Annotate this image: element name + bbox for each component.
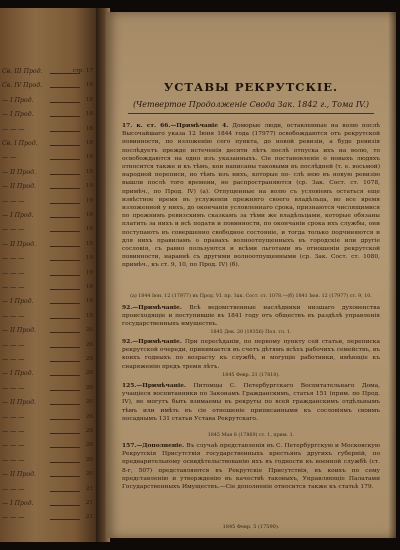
left-page bbox=[0, 8, 100, 542]
index-row-label: — — — bbox=[2, 197, 25, 205]
index-row-leader bbox=[50, 375, 80, 376]
book-spread bbox=[0, 8, 400, 542]
index-row-page-number: 21 bbox=[85, 485, 93, 492]
index-row bbox=[0, 255, 96, 265]
index-row-leader bbox=[50, 433, 80, 434]
index-row bbox=[0, 428, 96, 438]
index-row-page-number: 20 bbox=[85, 370, 93, 377]
index-row-label: — I Прод. bbox=[2, 212, 34, 219]
index-row-page-number: 19 bbox=[85, 197, 93, 204]
index-row-leader bbox=[50, 260, 80, 261]
index-row-leader bbox=[50, 217, 80, 218]
index-row bbox=[0, 154, 96, 164]
index-row-page-number: 19 bbox=[85, 183, 93, 190]
index-row bbox=[0, 241, 96, 251]
index-row bbox=[0, 212, 96, 222]
index-row-page-number: 19 bbox=[85, 269, 93, 276]
index-row bbox=[0, 500, 96, 510]
paragraph-lead: 92.—Примѣчаніе. bbox=[122, 338, 182, 345]
index-row-label: — II Прод. bbox=[2, 471, 36, 479]
index-row-page-number: 20 bbox=[85, 384, 93, 391]
index-row-label: — II Прод. bbox=[2, 327, 36, 335]
index-row-page-number: 18 bbox=[85, 82, 93, 89]
index-row-label: — — — bbox=[2, 125, 25, 133]
paragraph-92a bbox=[122, 304, 380, 329]
index-row-page-number: 18 bbox=[85, 96, 93, 103]
index-row bbox=[0, 486, 96, 496]
index-row bbox=[0, 198, 96, 208]
page-edge-shadow bbox=[388, 12, 396, 538]
footnote: (а) 1844 Іюн. 12 (17977) въ Прод. VI. пр. Зак. Сост. ст. 1078.—(б) 1841 Іюн. 12 (17977) ст. 9, 10. bbox=[130, 294, 372, 299]
index-row-label: — — — bbox=[2, 356, 25, 363]
index-row-page-number: стр. 17 bbox=[72, 68, 93, 74]
index-row-page-number: 19 bbox=[85, 212, 93, 218]
index-row bbox=[0, 226, 96, 236]
index-row bbox=[0, 270, 96, 280]
index-row-label: — I Прод. bbox=[2, 111, 34, 119]
index-row-page-number: 20 bbox=[85, 428, 93, 434]
index-row-leader bbox=[50, 131, 80, 132]
index-row-leader bbox=[50, 505, 80, 506]
index-row-page-number: 19 bbox=[85, 226, 93, 233]
index-row-label: — — — bbox=[2, 226, 25, 234]
index-row-label: — II Прод. bbox=[2, 168, 36, 176]
index-row-label: — II Прод. bbox=[2, 399, 36, 407]
paragraph-157 bbox=[122, 442, 380, 491]
index-row-leader bbox=[50, 289, 80, 290]
index-row-leader bbox=[50, 188, 80, 189]
index-row-page-number: 21 bbox=[85, 500, 93, 506]
index-row-label: — I Прод. bbox=[2, 298, 34, 306]
index-row-page-number: 19 bbox=[85, 298, 93, 305]
index-row bbox=[0, 298, 96, 308]
page-subtitle: (Четвертое Продолженіе Свода Зак. 1842 г., Тома IV.) bbox=[132, 100, 370, 109]
index-row-leader bbox=[50, 476, 80, 477]
index-row-page-number: 19 bbox=[85, 240, 93, 247]
index-row-label: — — — bbox=[2, 312, 25, 320]
paragraph-text: Питомцы С. Петербургскаго Воспитательнаго Дома, учащіеся воспитанники по Законамъ Гражданскимъ, статья 151 (прим. по Прод. IV), не могутъ быть взимаемы въ рекруты по всей гражданскимъ отдѣльнымъ тѣмъ или имѣть въ сіе отношеніе приписанными къ сословіямъ своимъ посаднымъ 131 статьи Устава Рекрутскаго. bbox=[122, 383, 381, 422]
index-row-label: — — — bbox=[2, 384, 25, 392]
index-row bbox=[0, 97, 96, 107]
index-row-leader bbox=[50, 116, 80, 117]
index-row-page-number: 20 bbox=[85, 471, 93, 478]
index-row-page-number: 18 bbox=[85, 111, 93, 118]
index-row bbox=[0, 313, 96, 323]
index-row bbox=[0, 169, 96, 179]
index-row-leader bbox=[50, 332, 80, 333]
index-row-label: — — — bbox=[2, 284, 25, 291]
footnote: 1845 Февр. 21 (17810). bbox=[222, 373, 280, 378]
index-row bbox=[0, 399, 96, 409]
index-row bbox=[0, 183, 96, 193]
index-row-leader bbox=[50, 404, 80, 405]
index-row-leader bbox=[50, 174, 80, 175]
index-row-label: — — — bbox=[2, 514, 25, 522]
index-row-leader bbox=[50, 390, 80, 391]
index-row-leader bbox=[50, 361, 80, 362]
index-row-leader bbox=[50, 87, 80, 88]
index-row-leader bbox=[50, 203, 80, 204]
index-row-label: — — — bbox=[2, 428, 25, 435]
index-row bbox=[0, 111, 96, 121]
index-row bbox=[0, 356, 96, 366]
index-row-label: — — — bbox=[2, 341, 25, 349]
index-row-page-number: 20 bbox=[85, 456, 93, 463]
index-row bbox=[0, 126, 96, 136]
header-rule bbox=[128, 113, 374, 114]
index-row-label: Св. III Прод. bbox=[2, 68, 43, 75]
index-row-label: — I Прод. bbox=[2, 96, 34, 104]
index-row bbox=[0, 284, 96, 294]
index-row-leader bbox=[50, 303, 80, 304]
index-row-label: — II Прод. bbox=[2, 240, 36, 248]
index-row-page-number: 20 bbox=[85, 442, 93, 449]
index-row-page-number: 20 bbox=[85, 356, 93, 362]
index-row-label: — — — bbox=[2, 442, 25, 450]
index-row bbox=[0, 82, 96, 92]
index-row bbox=[0, 327, 96, 337]
index-row-page-number: 19 bbox=[85, 312, 93, 319]
index-row-leader bbox=[50, 419, 80, 420]
index-row-leader bbox=[50, 347, 80, 348]
paragraph-text: Доморые люди, оставленные на волю послѣ Высочайшаго указа 12 Іюня 1844 года (17977) освобождаются отъ рекрутской повинности, по изложенію сего пункта, до новой ревизіи, а буде ревизія послѣдуетъ прежде истеченія десяти лѣтъ послѣ отпуска ихъ на волю, то освобождаются на одно изъ указанныхъ. Сіе постановленіе о новыхъ людяхъ относится также и къ тѣмъ, кои написаны таковыми въ послѣдней (т. е. восьмой) народной переписи, но тѣмъ изъ нихъ, которые по- слѣ нею въ новую ревизію вышли послѣ того времени, не распространяются (ср. Зак. Сост. ст. 1078, примѣч., по Прод. IV) (а). Отпущенные на волю съ условіемъ остаться еще извѣстное время въ услуженіи прежняго своего владѣльца, во все время изложенной у нихъ, до окончанія условленнаго срока, признаются числящимися по прежнимъ ревизскимъ сказкамъ за тѣми же владѣльцами, которые обязаны платить за нихъ и всѣ подати и повинности, по окончаніи срока ихъ службы, они поступаютъ въ совершенно свободное состояніе, и тогда только подчиняются и для нихъ правиламъ о правахъ волноотпущенныхъ въ городскіе или другіе сословія, съ равно пользуются и всѣми льготами въ отношеніи рекрутской повинности, наравнѣ съ другими волноотпущенными (ср. Зак. Сост. ст. 1080, примѣч., къ ст. 9, 10, по Прод. IV) (б). bbox=[122, 123, 381, 269]
index-row bbox=[0, 342, 96, 352]
paragraph-92b bbox=[122, 338, 380, 371]
paragraph-lead: 92.—Примѣчаніе. bbox=[122, 304, 182, 311]
index-row-label: — — — bbox=[2, 456, 25, 464]
index-row-page-number: 20 bbox=[85, 399, 93, 406]
index-row-page-number: 19 bbox=[85, 284, 93, 290]
index-row-leader bbox=[50, 462, 80, 463]
index-row bbox=[0, 140, 96, 150]
index-row-label: — I Прод. bbox=[2, 370, 34, 378]
index-row-label: — — — bbox=[2, 485, 25, 493]
index-row-label: — — — bbox=[2, 255, 25, 263]
paragraph-lead: 125.—Примѣчаніе. bbox=[122, 382, 187, 389]
index-row-label: — — — bbox=[2, 269, 25, 277]
index-row bbox=[0, 471, 96, 481]
index-row-label: — I Прод. bbox=[2, 500, 34, 507]
paragraph-lead: 17. к. ст. 66.—Примѣчаніе 4. bbox=[122, 122, 229, 129]
index-row bbox=[0, 68, 96, 78]
index-row bbox=[0, 442, 96, 452]
index-row-leader bbox=[50, 145, 80, 146]
page-title: УСТАВЫ РЕКРУТСКІЕ. bbox=[163, 80, 339, 94]
index-row-leader bbox=[50, 102, 80, 103]
index-row-leader bbox=[50, 159, 80, 160]
index-row-label: Св. IV Прод. bbox=[2, 82, 43, 90]
paragraph-text: При пересѣданіи, по первому пункту сей статьи, переписка рекрутской очереди, принимается въ счетъ дѣтямъ всѣхъ рабочихъ семействъ, въ коихъ годныхъ по возрасту къ службѣ, и могущіе работники, имѣющіе къ снаряженію предъ тремя лѣтъ. bbox=[122, 339, 380, 370]
footnote: 1845 Мая 8 (17869) ст. 1, прим. 1. bbox=[207, 433, 295, 438]
paragraph-lead: 157.—Дополненіе. bbox=[122, 442, 185, 449]
index-row-label: — — bbox=[2, 154, 17, 162]
index-row-page-number: 18 bbox=[85, 140, 93, 146]
index-row-label: — II Прод. bbox=[2, 183, 36, 191]
paragraph-17 bbox=[122, 122, 380, 270]
index-row-leader bbox=[50, 491, 80, 492]
index-row-leader bbox=[50, 447, 80, 448]
index-row-page-number: 19 bbox=[85, 168, 93, 175]
paragraph-text: Въ случаѣ представленія въ С. Петербургскую и Московскую Рекрутскія Присутствія государственныхъ крестьянъ другихъ губерній, по предварительному освидѣтельствованію ихъ въ годности къ военной службѣ (ст. 8-г, 507) представляются въ Рекрутскіе Присутствія, въ коихъ по сему представленію и утвержденію въ качествѣ таковыхъ, Управляющіе Палатами Государственныхъ Имуществъ.—Сіе дополненіе относится также къ статьѣ 179. bbox=[122, 443, 380, 491]
index-row-label: — — — bbox=[2, 413, 25, 421]
index-row-leader bbox=[50, 275, 80, 276]
paragraph-125 bbox=[122, 382, 380, 423]
index-row-page-number: 18 bbox=[85, 154, 93, 161]
index-row-page-number: 20 bbox=[85, 413, 93, 420]
index-row-label: Св. I Прод. bbox=[2, 140, 38, 147]
index-row bbox=[0, 514, 96, 524]
paragraph-text: Всѣ ведомственные наслѣдники низшаго духовенства происходящіе и поступившіе въ 1841 году отъ обществъ въ раздѣлѣ управленія государственныхъ имуществъ. bbox=[122, 305, 381, 328]
footnote: 1845 Февр. 5 (17590). bbox=[222, 524, 280, 530]
index-row-leader bbox=[50, 246, 80, 247]
right-page bbox=[106, 12, 396, 538]
index-row-page-number: 18 bbox=[85, 125, 93, 132]
index-row bbox=[0, 385, 96, 395]
index-row-page-number: 20 bbox=[85, 327, 93, 334]
index-row bbox=[0, 370, 96, 380]
index-row-page-number: 21 bbox=[85, 514, 93, 521]
index-row-page-number: 19 bbox=[85, 255, 93, 262]
index-row-leader bbox=[50, 519, 80, 520]
index-row-leader bbox=[50, 318, 80, 319]
index-row-leader bbox=[50, 231, 80, 232]
index-row bbox=[0, 414, 96, 424]
index-row bbox=[0, 457, 96, 467]
index-row-page-number: 20 bbox=[85, 341, 93, 348]
footnote: 1845 Дек. 20 (19356) Пол. гл. 1. bbox=[210, 330, 292, 335]
